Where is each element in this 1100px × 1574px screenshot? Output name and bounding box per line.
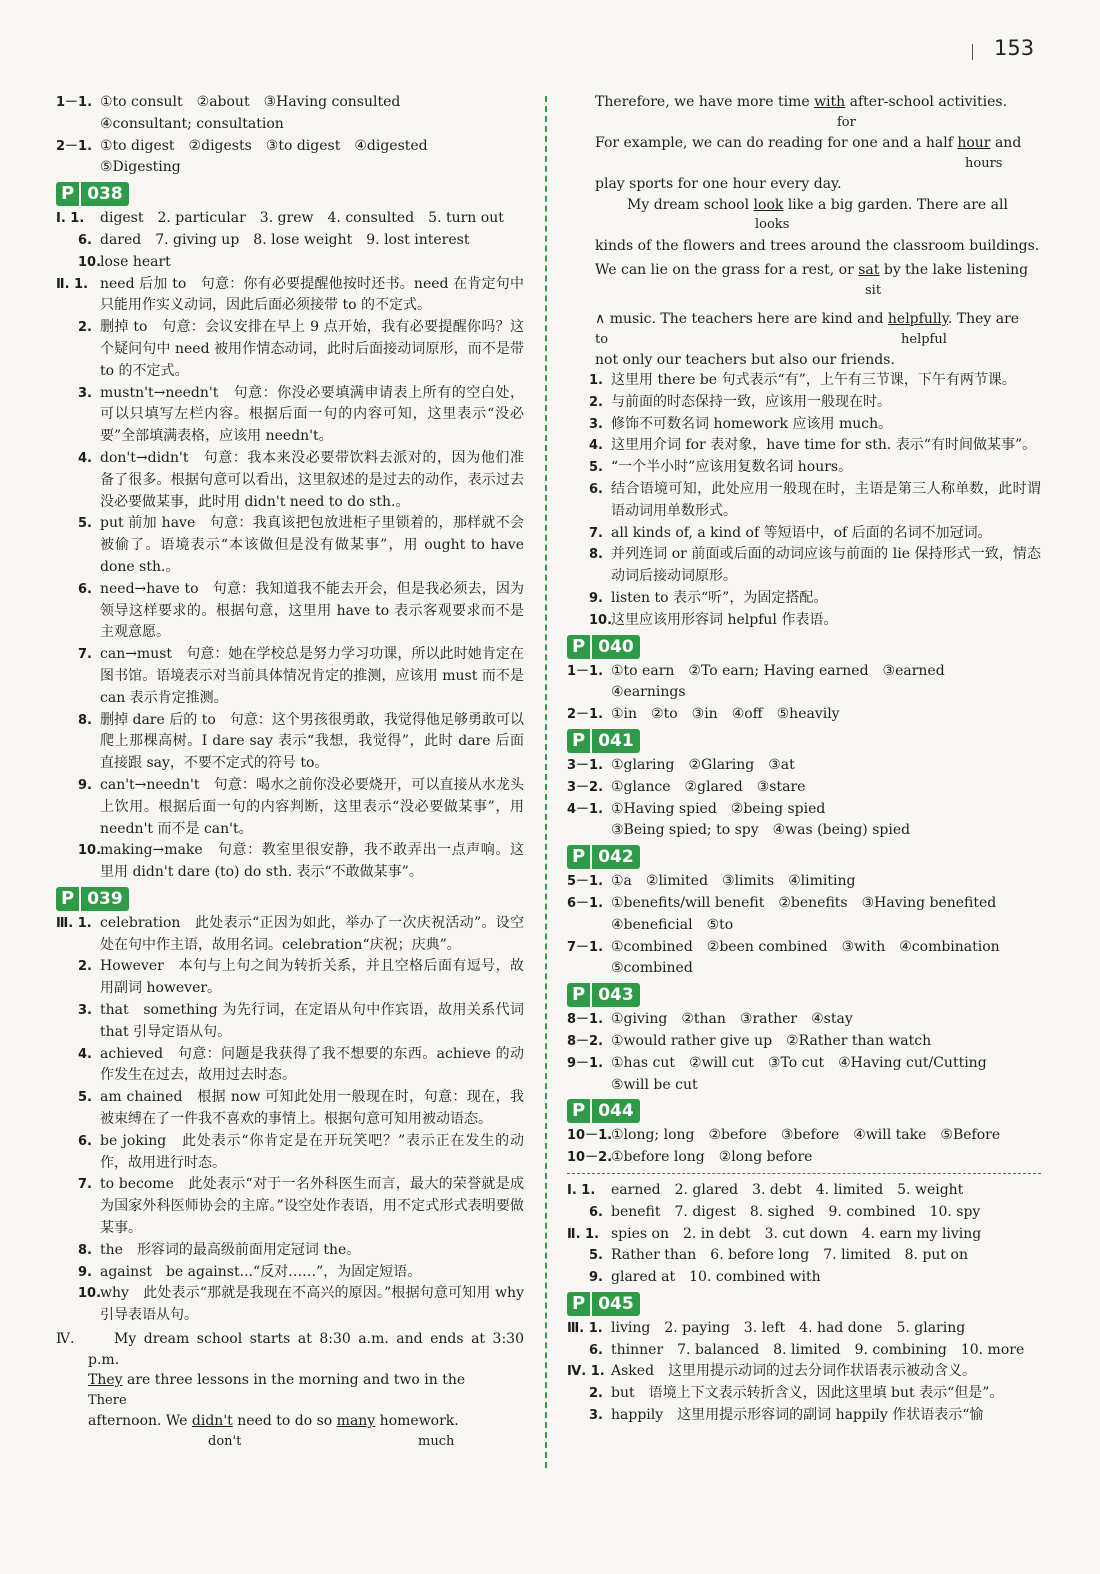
answer-label: 2. xyxy=(589,1386,603,1402)
answer-label: 8－2. xyxy=(567,1033,604,1049)
answer-item xyxy=(567,661,1041,683)
answer-text: can→must 句意：她在学校总是努力学习功课，所以此时她肯定在图书馆。语境表示对当前具体情况肯定的推测，应该用 must 而不是 can 表示肯定推测。 xyxy=(100,646,524,706)
answer-item xyxy=(567,1147,1041,1169)
answer-text: can't→needn't 句意：喝水之前你没必要烧开，可以直接从水龙头上饮用。根据后面一句的内容判断，这里表示“没必要做某事”，用 needn't 而不是 can't。 xyxy=(100,776,524,837)
section-tag-number: 043 xyxy=(592,983,640,1007)
answer-text: ⑤Digesting xyxy=(100,159,181,176)
answer-text: digest 2. particular 3. grew 4. consulted 5. turn out xyxy=(100,210,504,227)
answer-item xyxy=(56,1240,524,1262)
correction-word: There xyxy=(88,1392,127,1408)
answer-text: the 形容词的最高级前面用定冠词 the。 xyxy=(100,1241,361,1258)
answer-label: 2. xyxy=(78,959,92,975)
answer-text: achieved 句意：问题是我获得了我不想要的东西。achieve 的动作发生在过去，故用过去时态。 xyxy=(100,1045,524,1084)
section-tag-letter: P xyxy=(567,1099,590,1123)
essay-line xyxy=(595,309,1041,330)
answer-item xyxy=(567,1267,1041,1289)
essay-line xyxy=(595,133,1041,154)
section-tag-number: 045 xyxy=(592,1292,640,1316)
answer-label: 9. xyxy=(78,777,92,793)
left-column xyxy=(56,92,524,1452)
essay-text: Therefore, we have more time xyxy=(595,94,815,110)
essay-text: need to do so xyxy=(232,1413,337,1430)
answer-item xyxy=(567,1245,1041,1267)
answer-text: all kinds of, a kind of 等短语中，of 后面的名词不加冠词。 xyxy=(611,524,992,541)
answer-item xyxy=(567,755,1041,777)
answer-text: ①a ②limited ③limits ④limiting xyxy=(611,873,856,890)
answer-item xyxy=(56,274,524,318)
answer-text: ①glaring ②Glaring ③at xyxy=(611,756,795,773)
essay-line: play sports for one hour every day. xyxy=(595,176,842,192)
answer-text: living 2. paying 3. left 4. had done 5. glaring xyxy=(611,1319,966,1336)
answer-label: 6. xyxy=(78,581,92,597)
answer-item xyxy=(567,1340,1041,1362)
dashed-separator xyxy=(567,1173,1041,1174)
essay-text: and xyxy=(990,135,1022,151)
section-tag xyxy=(567,729,640,753)
answer-text: put 前加 have 句意：我真该把包放进柜子里锁着的，那样就不会被偷了。语境表示“本该做但是没有做某事”，用 ought to have done sth.。 xyxy=(100,515,524,575)
answer-item xyxy=(56,956,524,1000)
error-word: with xyxy=(814,94,846,110)
answer-item xyxy=(56,383,524,448)
answer-item xyxy=(567,544,1041,588)
answer-label: 2. xyxy=(78,320,92,336)
answer-label: 2－1. xyxy=(567,707,604,723)
answer-item xyxy=(56,775,524,840)
answer-item xyxy=(567,1075,1041,1097)
answer-label: 3－2. xyxy=(567,779,604,795)
essay-text: like a big garden. There are all xyxy=(783,196,1008,213)
answer-label: 10. xyxy=(78,1286,102,1302)
essay-text: afternoon. We xyxy=(88,1413,192,1430)
section-tag-number: 039 xyxy=(81,887,129,911)
answer-item xyxy=(567,777,1041,799)
essay-text: . They are xyxy=(947,311,1020,327)
answer-text: 这里用 there be 句式表示“有”，上午有三节课，下午有两节课。 xyxy=(611,372,1016,388)
answer-label: 6－1. xyxy=(567,895,604,911)
answer-label: 8. xyxy=(78,1242,92,1258)
answer-label: 4－1. xyxy=(567,801,604,817)
answer-item xyxy=(567,820,1041,842)
answer-text: against be against...“反对……”，为固定短语。 xyxy=(100,1263,422,1280)
section-tag-number: 044 xyxy=(592,1099,640,1123)
essay-text: My dream school xyxy=(627,196,754,213)
answer-item xyxy=(567,799,1041,821)
answer-item xyxy=(56,1087,524,1131)
answer-item xyxy=(56,252,524,274)
correction-row xyxy=(88,1432,524,1452)
answer-item xyxy=(56,913,524,957)
page-number-bar xyxy=(972,44,973,60)
answer-item xyxy=(567,915,1041,937)
answer-item xyxy=(567,871,1041,893)
answer-label: 4. xyxy=(78,1046,92,1062)
essay-text: ∧ music. The teachers here are kind and xyxy=(595,311,888,327)
answer-item xyxy=(56,1262,524,1284)
error-word: didn't xyxy=(191,1413,233,1430)
correction-word: don't xyxy=(208,1433,242,1449)
essay-text: by the lake listening xyxy=(879,262,1029,278)
error-word: helpfully xyxy=(887,311,948,327)
answer-label: 7. xyxy=(78,1177,92,1193)
answer-item xyxy=(567,610,1041,632)
essay-line xyxy=(595,195,1041,216)
answer-label: 8. xyxy=(78,712,92,728)
answer-item xyxy=(56,136,524,158)
answer-item xyxy=(567,958,1041,980)
answer-item xyxy=(56,1131,524,1175)
answer-label: 9－1. xyxy=(567,1055,604,1071)
answer-label: 7－1. xyxy=(567,939,604,955)
answer-label: 4. xyxy=(589,438,603,454)
answer-item xyxy=(567,1125,1041,1147)
answer-text: spies on 2. in debt 3. cut down 4. earn my living xyxy=(611,1225,982,1242)
answer-item xyxy=(567,704,1041,726)
answer-text: ①combined ②been combined ③with ④combination xyxy=(611,938,1000,955)
section-tag xyxy=(56,182,129,206)
answer-text: to become 此处表示“对于一名外科医生而言，最大的荣誉就是成为国家外科医师协会的主席。”设空处作表语，用不定式形式表明要做某事。 xyxy=(100,1176,524,1237)
correction-word: to xyxy=(595,331,609,347)
answer-text: that something 为先行词，在定语从句中作宾语，故用关系代词 that 引导定语从句。 xyxy=(100,1002,524,1040)
answer-label: 6. xyxy=(589,481,603,497)
answer-text: ④earnings xyxy=(611,684,686,701)
section-tag-letter: P xyxy=(567,845,590,869)
essay-line xyxy=(595,92,1041,113)
answer-text: thinner 7. balanced 8. limited 9. combining 10. more xyxy=(611,1341,1025,1358)
answer-label: 3. xyxy=(78,1003,92,1019)
answer-label: 5. xyxy=(78,1090,92,1106)
answer-item xyxy=(567,1318,1041,1340)
answer-text: don't→didn't 句意：我本来没必要带饮料去派对的，因为他们准备了很多。根据句意可以看出，这里叙述的是过去的动作，表示过去没必要做某事，此时用 didn't need to do sth.。 xyxy=(100,449,524,510)
answer-label: 5. xyxy=(78,516,92,532)
answer-label: 3. xyxy=(78,385,92,401)
answer-text: 并列连词 or 前面或后面的动词应该与前面的 lie 保持形式一致，情态动词后接动词原形。 xyxy=(611,546,1041,585)
answer-item xyxy=(567,1224,1041,1246)
answer-item xyxy=(56,230,524,252)
answer-item xyxy=(567,937,1041,959)
answer-item xyxy=(567,435,1041,457)
section-tag-letter: P xyxy=(56,887,79,911)
answer-text: ①to consult ②about ③Having consulted xyxy=(100,94,401,110)
answer-label: Ⅱ. 1. xyxy=(56,276,89,292)
error-word: sat xyxy=(858,262,880,278)
answer-label: 10－2. xyxy=(567,1150,613,1166)
answer-label: 10. xyxy=(78,254,102,270)
answer-item xyxy=(567,893,1041,915)
answer-item xyxy=(56,1283,524,1327)
answer-label: Ⅰ. 1. xyxy=(56,211,85,227)
answer-text: am chained 根据 now 可知此处用一般现在时，句意：现在，我被束缚在了一件我不喜欢的事情上。根据句意可知用被动语态。 xyxy=(100,1089,524,1128)
answer-label: 1. xyxy=(589,373,603,388)
answer-text: ①before long ②long before xyxy=(611,1149,813,1166)
correction-word: sit xyxy=(865,282,882,298)
answer-text: ①giving ②than ③rather ④stay xyxy=(611,1011,853,1028)
answer-item xyxy=(567,1031,1041,1053)
section-tag-letter: P xyxy=(567,635,590,659)
essay-text: after-school activities. xyxy=(845,94,1008,110)
section-tag xyxy=(567,635,640,659)
answer-item xyxy=(567,479,1041,523)
answer-item xyxy=(567,1361,1041,1383)
answer-text: ①in ②to ③in ④off ⑤heavily xyxy=(611,706,840,723)
answer-label: 10. xyxy=(589,612,613,628)
essay-line xyxy=(88,1370,524,1391)
answer-label: Ⅲ. 1. xyxy=(567,1320,603,1336)
section-tag-number: 041 xyxy=(592,729,640,753)
answer-text: ④beneficial ⑤to xyxy=(611,916,734,933)
answer-text: ①would rather give up ②Rather than watch xyxy=(611,1032,932,1049)
answer-text: 结合语境可知，此处应用一般现在时，主语是第三人称单数，此时谓语动词用单数形式。 xyxy=(611,480,1041,519)
answer-item xyxy=(56,579,524,644)
answer-text: be joking 此处表示“你肯定是在开玩笑吧？”表示正在发生的动作，故用进行时态。 xyxy=(100,1132,524,1171)
answer-item xyxy=(56,710,524,775)
essay-text: We can lie on the grass for a rest, or xyxy=(595,262,859,278)
answer-label: 5. xyxy=(589,460,603,476)
answer-item xyxy=(56,1000,524,1044)
essay-text: For example, we can do reading for one and a half xyxy=(595,135,958,151)
answer-text: ④consultant; consultation xyxy=(100,115,284,132)
answer-label: 9. xyxy=(589,1270,603,1286)
answer-label: 7. xyxy=(589,525,603,541)
answer-item xyxy=(56,157,524,179)
answer-label: 8－1. xyxy=(567,1012,604,1028)
answer-label: 6. xyxy=(589,1204,603,1220)
answer-label: 6. xyxy=(589,1342,603,1358)
answer-label: 6. xyxy=(78,232,92,248)
answer-item xyxy=(56,92,524,114)
answer-text: happily 这里用提示形容词的副词 happily 作状语表示“愉 xyxy=(611,1407,984,1424)
answer-text: ①long; long ②before ③before ④will take ⑤Before xyxy=(611,1127,1001,1144)
section-tag xyxy=(567,845,640,869)
answer-text: ①to digest ②digests ③to digest ④digested xyxy=(100,137,428,154)
answer-text: mustn't→needn't 句意：你没必要填满申请表上所有的空白处，可以只填写左栏内容。根据后面一句的内容可知，这里表示“没必要”全部填满表格，应该用 needn't。 xyxy=(100,384,524,445)
answer-text: need 后加 to 句意：你有必要提醒他按时还书。need 在肯定句中只能用作实义动词，因此后面必须接带 to 的不定式。 xyxy=(100,275,524,314)
answer-label: Ⅳ. 1. xyxy=(567,1364,605,1380)
answer-text: ③Being spied; to spy ④was (being) spied xyxy=(611,822,911,839)
correction-word: for xyxy=(837,114,856,130)
answer-label: 4. xyxy=(78,450,92,466)
column-divider xyxy=(545,96,547,1468)
answer-item xyxy=(56,1174,524,1239)
answer-text: 删掉 to 句意：会议安排在早上 9 点开始，我有必要提醒你吗？这个疑问句中 need 被用作情态动词，此时后面接动词原形，而不是带 to 的不定式。 xyxy=(100,319,524,379)
answer-label: 3. xyxy=(589,1408,603,1424)
answer-item xyxy=(567,1009,1041,1031)
section-tag-letter: P xyxy=(567,729,590,753)
answer-item xyxy=(567,588,1041,610)
answer-item xyxy=(567,392,1041,414)
answer-item xyxy=(567,370,1041,392)
answer-item xyxy=(567,523,1041,545)
essay-line: My dream school starts at 8:30 a.m. and ends at 3:30 p.m. xyxy=(88,1331,524,1368)
answer-label: 2－1. xyxy=(56,138,93,154)
answer-text: glared at 10. combined with xyxy=(611,1269,821,1286)
answer-label: Ⅰ. 1. xyxy=(567,1182,596,1198)
left-essay-correction xyxy=(56,1329,524,1452)
error-word: They xyxy=(88,1372,123,1389)
answer-label: 1－1. xyxy=(56,95,93,110)
answer-label: 3. xyxy=(589,416,603,432)
answer-text: why 此处表示“那就是我现在不高兴的原因。”根据句意可知用 why 引导表语从句。 xyxy=(100,1285,524,1324)
section-tag-number: 042 xyxy=(592,845,640,869)
section-tag-letter: P xyxy=(56,182,79,206)
section-tag-number: 040 xyxy=(592,635,640,659)
essay-line: kinds of the flowers and trees around the classroom buildings. xyxy=(595,237,1040,254)
page-number: 153 xyxy=(994,36,1035,60)
answer-label: 3－1. xyxy=(567,757,604,773)
section-tag xyxy=(56,887,129,911)
answer-text: dared 7. giving up 8. lose weight 9. lost interest xyxy=(100,231,470,248)
answer-text: ⑤will be cut xyxy=(611,1076,698,1093)
answer-label: 5. xyxy=(589,1248,603,1264)
answer-text: 修饰不可数名词 homework 应该用 much。 xyxy=(611,415,893,432)
answer-text: lose heart xyxy=(100,253,171,270)
answer-text: ①has cut ②will cut ③To cut ④Having cut/Cutting xyxy=(611,1054,987,1071)
answer-item xyxy=(567,1180,1041,1202)
answer-item xyxy=(567,682,1041,704)
answer-text: Rather than 6. before long 7. limited 8. put on xyxy=(611,1247,968,1264)
answer-text: 删掉 dare 后的 to 句意：这个男孩很勇敢，我觉得他足够勇敢可以爬上那棵高树。I dare say 表示“我想，我觉得”，此时 dare 后面直接跟 say，不要不定式的符号 to。 xyxy=(100,711,524,772)
section-tag xyxy=(567,983,640,1007)
error-word: hour xyxy=(957,135,991,151)
answer-text: “一个半小时”应该用复数名词 hours。 xyxy=(611,459,853,476)
answer-label: 9. xyxy=(589,590,603,606)
error-word: many xyxy=(336,1413,376,1430)
answer-item xyxy=(56,513,524,578)
section-label: Ⅳ. xyxy=(56,1331,75,1348)
answer-text: ⑤combined xyxy=(611,960,693,977)
answer-label: 2. xyxy=(589,394,603,410)
left-answer-list xyxy=(56,92,524,1327)
answer-item xyxy=(567,1383,1041,1405)
correction-word: hours xyxy=(965,155,1003,171)
essay-text: are three lessons in the morning and two in the xyxy=(122,1372,466,1389)
answer-text: benefit 7. digest 8. sighed 9. combined 10. spy xyxy=(611,1203,981,1220)
answer-label: Ⅱ. 1. xyxy=(567,1226,600,1242)
answer-label: 6. xyxy=(78,1133,92,1149)
right-essay-correction xyxy=(567,92,1041,370)
answer-text: 与前面的时态保持一致，应该用一般现在时。 xyxy=(611,393,891,410)
answer-text: ①benefits/will benefit ②benefits ③Having benefited xyxy=(611,894,997,911)
answer-text: listen to 表示“听”，为固定搭配。 xyxy=(611,589,828,606)
correction-row xyxy=(595,330,1041,350)
answer-item xyxy=(56,208,524,230)
answer-text: ①glance ②glared ③stare xyxy=(611,778,806,795)
answer-text: earned 2. glared 3. debt 4. limited 5. weight xyxy=(611,1181,964,1198)
answer-item xyxy=(56,840,524,884)
answer-label: 10. xyxy=(78,843,102,859)
answer-item xyxy=(567,1053,1041,1075)
right-column xyxy=(567,92,1041,1427)
essay-line: not only our teachers but also our friends. xyxy=(595,351,895,368)
correction-word: looks xyxy=(755,217,790,232)
answer-text: celebration 此处表示“正因为如此，举办了一次庆祝活动”。设空处在句中作主语，故用名词。celebration“庆祝；庆典”。 xyxy=(100,914,524,953)
answer-text: Asked 这里用提示动词的过去分词作状语表示被动含义。 xyxy=(611,1363,977,1380)
section-tag xyxy=(567,1292,640,1316)
answer-label: 8. xyxy=(589,547,603,563)
answer-item xyxy=(56,114,524,136)
error-word: look xyxy=(753,196,784,213)
section-tag xyxy=(567,1099,640,1123)
answer-label: 7. xyxy=(78,647,92,663)
answer-text: However 本句与上句之间为转折关系，并且空格后面有逗号，故用副词 however。 xyxy=(100,958,524,997)
section-tag-number: 038 xyxy=(81,182,129,206)
essay-line xyxy=(595,260,1041,281)
answer-label: 9. xyxy=(78,1264,92,1280)
essay-line xyxy=(88,1411,524,1432)
essay-text: homework. xyxy=(375,1413,459,1430)
answer-text: 这里用介词 for 表对象，have time for sth. 表示“有时间做某事”。 xyxy=(611,437,1037,454)
answer-label: 10－1. xyxy=(567,1128,613,1144)
answer-item xyxy=(56,317,524,382)
answer-item xyxy=(567,1405,1041,1427)
answer-text: need→have to 句意：我知道我不能去开会，但是我必须去，因为领导这样要求的。根据句意，这里用 have to 表示客观要求而不是主观意愿。 xyxy=(100,580,524,641)
answer-item xyxy=(567,1202,1041,1224)
right-answer-list xyxy=(567,370,1041,1427)
answer-label: 1－1. xyxy=(567,663,604,679)
correction-word: helpful xyxy=(901,331,947,347)
answer-item xyxy=(567,414,1041,436)
answer-item xyxy=(56,1044,524,1088)
answer-item xyxy=(567,457,1041,479)
answer-text: making→make 句意：教室里很安静，我不敢弄出一点声响。这里用 didn't dare (to) do sth. 表示“不敢做某事”。 xyxy=(100,842,524,881)
answer-label: 5－1. xyxy=(567,874,604,890)
correction-word: much xyxy=(418,1433,455,1449)
answer-text: ①to earn ②To earn; Having earned ③earned xyxy=(611,662,945,679)
section-tag-letter: P xyxy=(567,1292,590,1316)
answer-text: 这里应该用形容词 helpful 作表语。 xyxy=(611,611,838,628)
section-tag-letter: P xyxy=(567,983,590,1007)
answer-text: ①Having spied ②being spied xyxy=(611,800,826,817)
answer-label: Ⅲ. 1. xyxy=(56,915,92,931)
answer-text: but 语境上下文表示转折含义，因此这里填 but 表示“但是”。 xyxy=(611,1385,1004,1402)
answer-item xyxy=(56,448,524,513)
answer-item xyxy=(56,644,524,709)
